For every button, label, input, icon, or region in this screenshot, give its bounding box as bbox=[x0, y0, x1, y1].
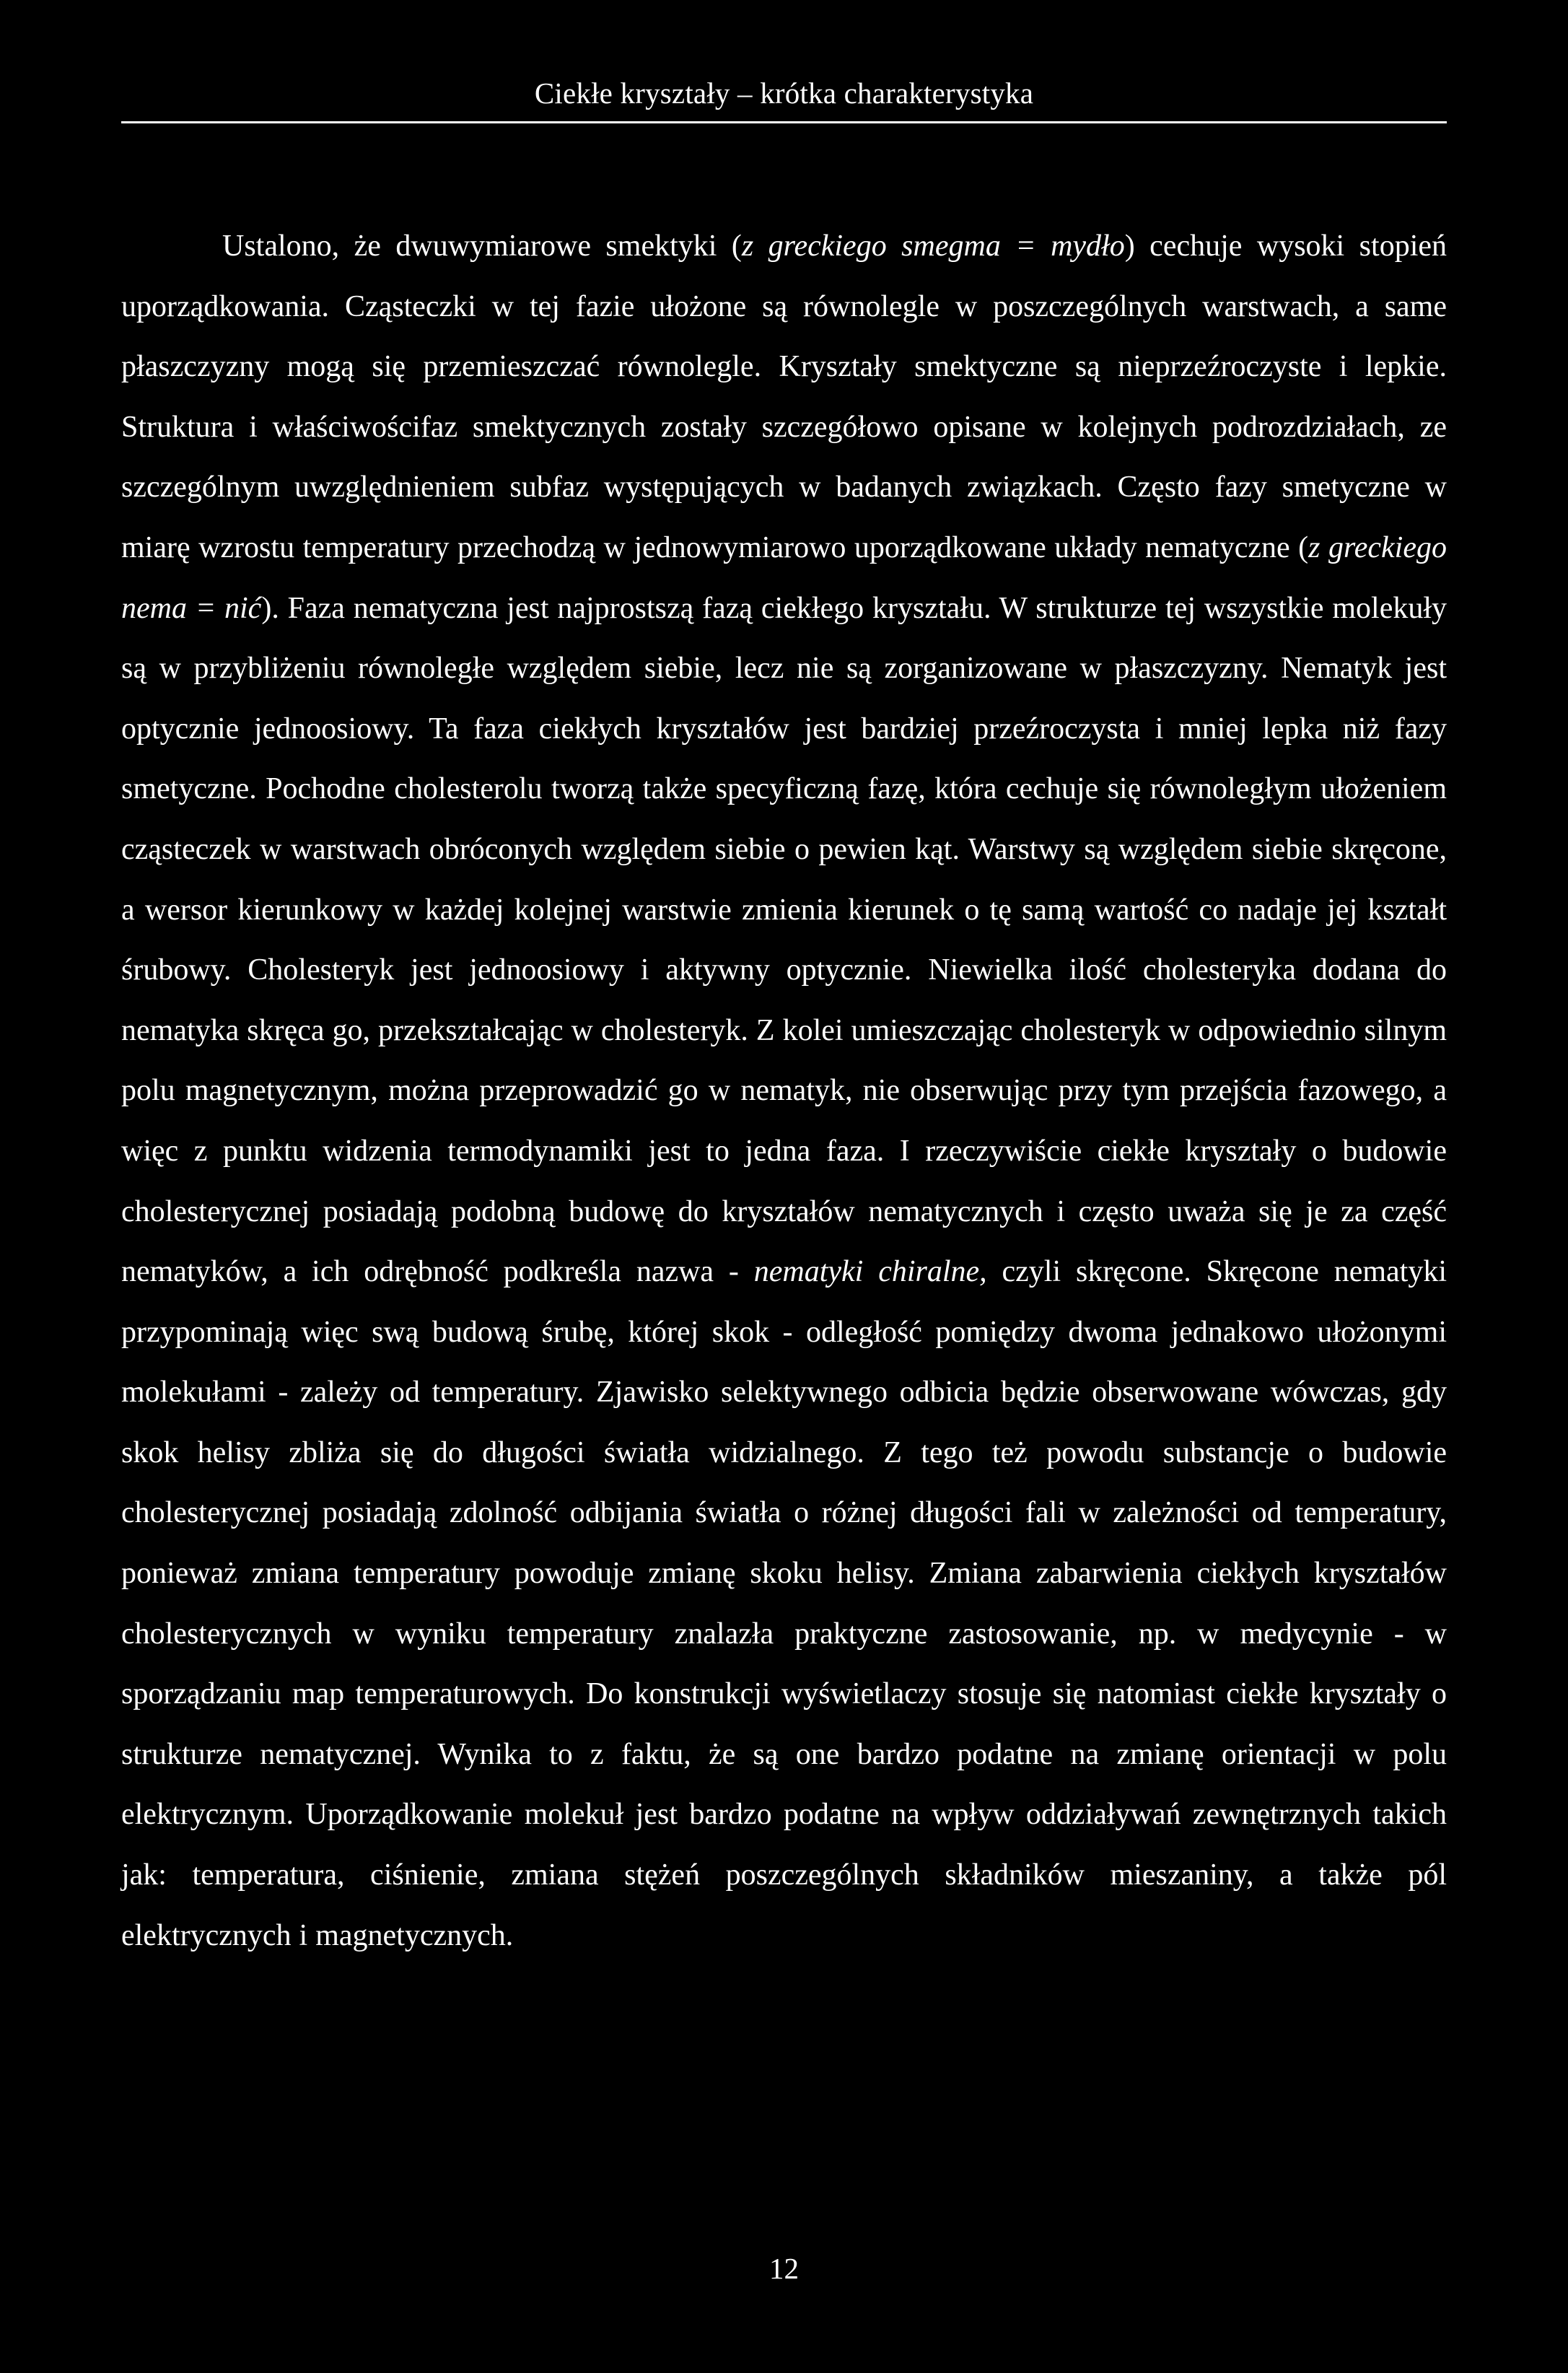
paragraph-run: czyli skręcone. Skręcone nematyki przypominają więc swą budową śrubę, której skok - odległość pomiędzy dwoma jednakowo ułożonymi molekułami - zależy od temperatury. Zjawisko selektywnego odbicia będzie obserwowane wówczas, gdy skok helisy zbliża się do długości światła widzialnego. Z tego też powodu substancje o budowie cholesterycznej posiadają zdolność odbijania światła o różnej długości fali w zależności od temperatury, ponieważ zmiana temperatury powoduje zmianę skoku helisy. Zmiana zabarwienia ciekłych kryształów cholesterycznych w wyniku temperatury znalazła praktyczne zastosowanie, np. w medycynie - w sporządzaniu map temperaturowych. Do konstrukcji wyświetlaczy stosuje się natomiast ciekłe kryształy o strukturze nematycznej. Wynika to z faktu, że są one bardzo podatne na zmianę orientacji w polu elektrycznym. Uporządkowanie molekuł jest bardzo podatne na wpływ oddziaływań zewnętrznych takich jak: temperatura, ciśnienie, zmiana stężeń poszczególnych składników mieszaniny, a także pól elektrycznych i magnetycznych. bbox=[121, 1255, 1447, 1952]
body-paragraph bbox=[121, 217, 1447, 1966]
paragraph-run-italic: z greckiego smegma = mydło bbox=[741, 230, 1125, 263]
running-header: Ciekłe kryształy – krótka charakterystyka bbox=[534, 77, 1034, 110]
paragraph-run-italic: z greckiego nema = nić bbox=[121, 530, 1447, 625]
paragraph-run-italic: nematyki chiralne, bbox=[753, 1255, 987, 1289]
header-rule bbox=[121, 121, 1447, 123]
paragraph-run: ) cechuje wysoki stopień uporządkowania. Cząsteczki w tej fazie ułożone są równolegle w poszczególnych warstwach, a same płaszczyzny mogą się przemieszczać równolegle. Kryształy smektyczne są nieprzeźroczyste i lepkie. Struktura i właściwościfaz smektycznych zostały szczegółowo opisane w kolejnych podrozdziałach, ze szczególnym uwzględnieniem subfaz występujących w badanych związkach. Często fazy smetyczne w miarę wzrostu temperatury przechodzą w jednowymiarowo uporządkowane układy nematyczne ( bbox=[121, 230, 1447, 564]
paragraph-run: Ustalono, że dwuwymiarowe smektyki ( bbox=[222, 230, 742, 263]
page-number: 12 bbox=[769, 2252, 799, 2285]
paragraph-run: ). Faza nematyczna jest najprostszą fazą ciekłego kryształu. W strukturze tej wszystkie molekuły są w przybliżeniu równoległe względem siebie, lecz nie są zorganizowane w płaszczyzny. Nematyk jest optycznie jednoosiowy. Ta faza ciekłych kryształów jest bardziej przeźroczysta i mniej lepka niż fazy smetyczne. Pochodne cholesterolu tworzą także specyficzną fazę, która cechuje się równoległym ułożeniem cząsteczek w warstwach obróconych względem siebie o pewien kąt. Warstwy są względem siebie skręcone, a wersor kierunkowy w każdej kolejnej warstwie zmienia kierunek o tę samą wartość co nadaje jej kształt śrubowy. Cholesteryk jest jednoosiowy i aktywny optycznie. Niewielka ilość cholesteryka dodana do nematyka skręca go, przekształcając w cholesteryk. Z kolei umieszczając cholesteryk w odpowiednio silnym polu magnetycznym, można przeprowadzić go w nematyk, nie obserwując przy tym przejścia fazowego, a więc z punktu widzenia termodynamiki jest to jedna faza. I rzeczywiście ciekłe kryształy o budowie cholesterycznej posiadają podobną budowę do kryształów nematycznych i często uważa się je za część nematyków, a ich odrębność podkreśla nazwa - bbox=[121, 591, 1447, 1289]
